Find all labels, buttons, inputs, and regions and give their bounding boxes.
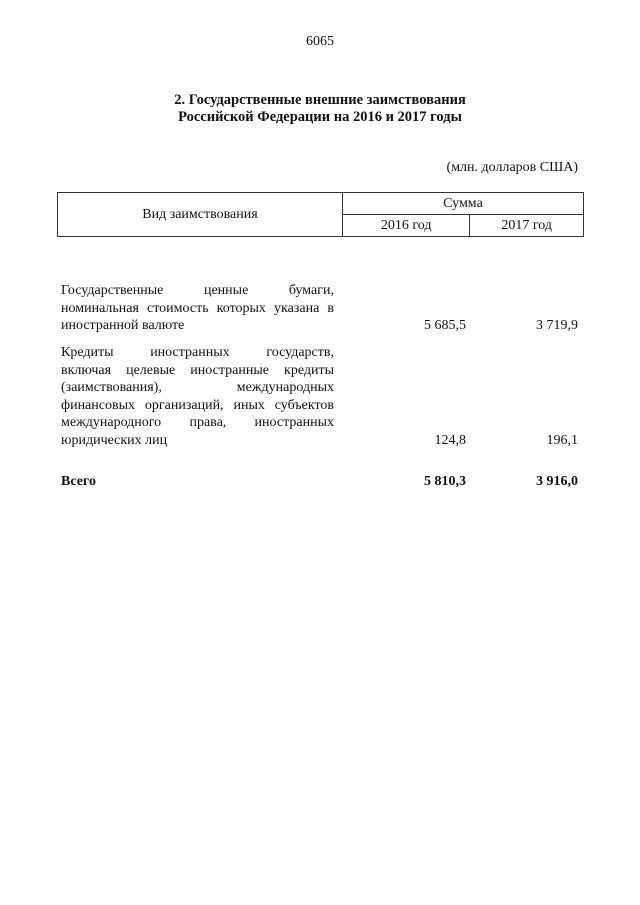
total-label: Всего bbox=[61, 474, 96, 489]
row-description-line: номинальная стоимость которых указана в bbox=[61, 300, 334, 316]
table-row bbox=[61, 282, 584, 336]
title-line-2: Российской Федерации на 2016 и 2017 годы bbox=[178, 109, 462, 125]
row-description-line: иностранной валюте bbox=[61, 318, 185, 334]
row-description-line: Государственные ценные бумаги, bbox=[61, 283, 334, 298]
page-number: 6065 bbox=[306, 34, 334, 49]
row-description bbox=[61, 282, 334, 335]
row-description-line: включая целевые иностранные кредиты bbox=[61, 362, 334, 378]
row-value-2016: 5 685,5 bbox=[424, 318, 466, 333]
row-description-line: Кредиты иностранных государств, bbox=[61, 345, 334, 360]
units-note: (млн. долларов США) bbox=[446, 160, 578, 175]
row-description-line: международного права, иностранных bbox=[61, 415, 334, 431]
row-value-2017: 3 719,9 bbox=[536, 318, 578, 333]
total-value-2017: 3 916,0 bbox=[536, 474, 578, 489]
table-header bbox=[57, 192, 584, 237]
header-year-2016: 2016 год bbox=[342, 215, 469, 237]
row-description-line: финансовых организаций, иных субъектов bbox=[61, 397, 334, 413]
table-row bbox=[61, 344, 584, 450]
header-sum: Сумма bbox=[342, 193, 583, 215]
document-title bbox=[0, 92, 640, 126]
row-value-2016: 124,8 bbox=[434, 433, 466, 448]
total-value-2016: 5 810,3 bbox=[424, 474, 466, 489]
title-line-1: 2. Государственные внешние заимствования bbox=[174, 92, 466, 108]
row-description bbox=[61, 344, 334, 450]
row-description-line: (заимствования), международных bbox=[61, 380, 334, 396]
row-description-line: юридических лиц bbox=[61, 432, 168, 448]
header-year-2017: 2017 год bbox=[470, 215, 584, 237]
row-value-2017: 196,1 bbox=[546, 433, 578, 448]
table-total-row bbox=[61, 473, 584, 493]
header-borrowing-type: Вид заимствования bbox=[58, 193, 343, 237]
